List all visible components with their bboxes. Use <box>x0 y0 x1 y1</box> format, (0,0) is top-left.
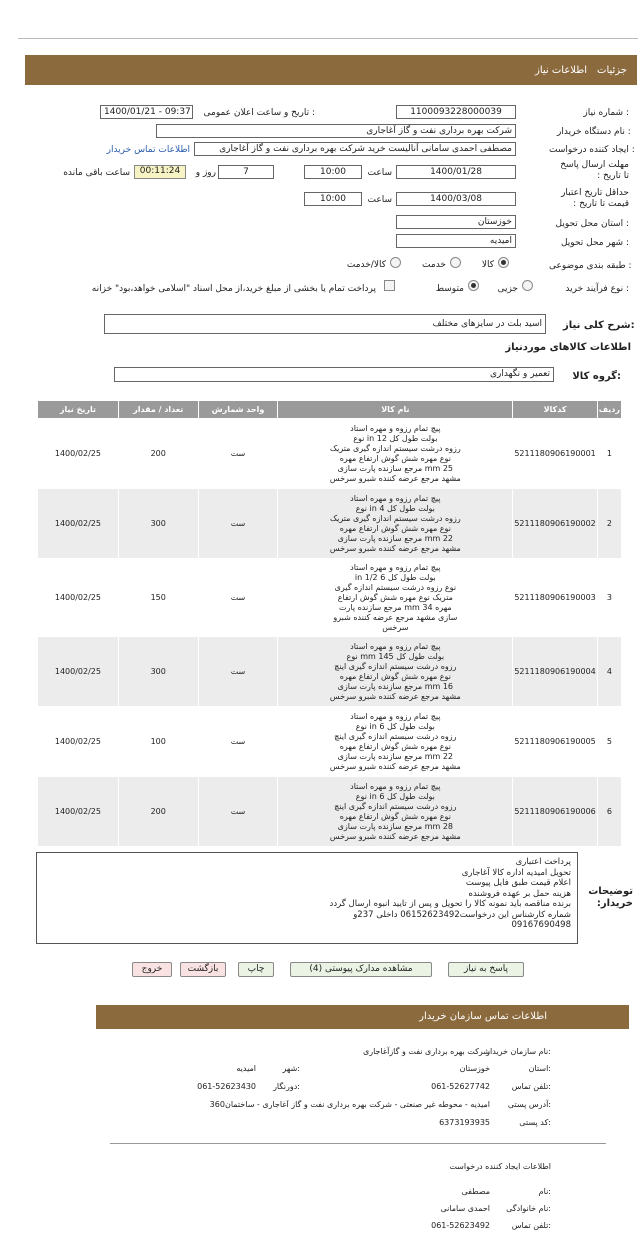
row-date: 1400/02/25 <box>38 419 119 489</box>
city-field: امیدیه <box>396 234 516 248</box>
goods-table-header <box>38 401 622 419</box>
days-field: 7 <box>218 165 274 179</box>
row-code: 5211180906190006 <box>513 777 597 847</box>
row-qty: 300 <box>118 637 198 707</box>
creator-last-name: احمدی سامانی <box>440 1204 490 1213</box>
category-label: طبقه بندی موضوعی : <box>549 261 632 271</box>
row-name: پیچ تمام رزوه و مهره استاد بولت طول کل 12 in نوع رزوه درشت سیستم اندازه گیری متریک نوع مهره شش گوش ارتفاع مهره 25 mm مرجع سازنده پارت سازی مشهد مرجع عرضه کننده شبرو سرخس <box>278 419 513 489</box>
col-date: تاریخ نیاز <box>38 401 119 419</box>
row-date: 1400/02/25 <box>38 637 119 707</box>
row-name: پیچ تمام رزوه و مهره استاد بولت طول کل 6 in نوع رزوه درشت سیستم اندازه گیری اینچ نوع مهره شش گوش ارتفاع مهره 22 mm مرجع سازنده پارت سازی مشهد مرجع عرضه کننده شبرو سرخس <box>278 707 513 777</box>
announce-field: 1400/01/21 - 09:37 <box>100 105 193 119</box>
need-number-field: 1100093228000039 <box>396 105 516 119</box>
treasury-checkbox[interactable] <box>384 280 395 291</box>
note-line: اعلام قیمت طبق فایل پیوست <box>465 878 571 888</box>
contact-buyer-name: شرکت بهره برداری نفت و گازآغاجاری <box>362 1047 490 1056</box>
contact-section-header <box>96 1005 629 1029</box>
city-label: شهر محل تحویل : <box>560 238 629 248</box>
group-field: تعمیر و نگهداری <box>114 367 554 382</box>
process-medium-radio[interactable] <box>468 280 479 291</box>
contact-fax-label: دورنگار: <box>273 1082 300 1091</box>
print-button[interactable]: چاپ <box>238 962 274 977</box>
contact-buyer-name-label: نام سازمان خریدار: <box>486 1047 551 1056</box>
row-date: 1400/02/25 <box>38 489 119 559</box>
validity-time-label: ساعت <box>367 195 392 205</box>
table-row[interactable] <box>38 489 622 559</box>
note-line: تحویل امیدیه اداره کالا آغاجاری <box>461 867 571 878</box>
category-goods-radio[interactable] <box>498 257 509 268</box>
creator-first-name: مصطفی <box>461 1187 490 1196</box>
requester-field: مصطفی احمدی سامانی آنالیست خرید شرکت بهره برداری نفت و گاز آغاجاری <box>194 142 516 156</box>
row-name: پیچ تمام رزوه و مهره استاد بولت طول کل 145 mm نوع رزوه درشت سیستم اندازه گیری اینچ نوع مهره شش گوش ارتفاع مهره 16 mm مرجع سازنده پارت سازی مشهد مرجع عرضه کننده شبرو سرخس <box>278 637 513 707</box>
row-code: 5211180906190005 <box>513 707 597 777</box>
goods-table <box>37 400 622 847</box>
row-name: پیچ تمام رزوه و مهره استاد بولت طول کل 6 in نوع رزوه درشت سیستم اندازه گیری اینچ نوع مهره شش گوش ارتفاع مهره 28 mm مرجع سازنده پارت سازی مشهد مرجع عرضه کننده شبرو سرخس <box>278 777 513 847</box>
table-row[interactable] <box>38 559 622 637</box>
top-divider <box>18 38 638 39</box>
need-number-label: شماره نیاز : <box>583 108 629 118</box>
contact-address: امیدیه - محوطه غیر صنعتی - شرکت بهره برداری نفت و گاز آغاجاری - ساختمان360 <box>209 1100 490 1109</box>
buyer-org-label: نام دستگاه خریدار : <box>557 127 631 137</box>
deadline-date-field: 1400/01/28 <box>396 165 516 179</box>
exit-button[interactable]: خروج <box>132 962 172 977</box>
contact-phone: 061-52627742 <box>431 1082 490 1091</box>
row-name: پیچ تمام رزوه و مهره استاد بولت طول کل 6 in 1/2 نوع رزوه درشت سیستم اندازه گیری متریک نوع مهره شش گوش ارتفاع مهره 34 mm مرجع سازنده پارت سازی مشهد مرجع عرضه کننده شبرو سرخس <box>278 559 513 637</box>
row-idx: 1 <box>597 419 621 489</box>
col-name: نام کالا <box>278 401 513 419</box>
summary-label: شرح کلی نیاز: <box>563 320 635 331</box>
row-date: 1400/02/25 <box>38 559 119 637</box>
creator-phone: 061-52623492 <box>431 1221 490 1230</box>
contact-fax: 061-52623430 <box>197 1082 256 1091</box>
days-label: روز و <box>195 168 216 178</box>
col-qty: تعداد / مقدار <box>118 401 198 419</box>
row-qty: 100 <box>118 707 198 777</box>
contact-province: خوزستان <box>459 1064 490 1073</box>
contact-address-label: آدرس پستی: <box>507 1100 551 1109</box>
row-qty: 200 <box>118 419 198 489</box>
summary-field: اسید بلت در سایزهای مختلف <box>104 314 546 334</box>
goods-section-title: اطلاعات کالاهای موردنیاز <box>505 342 631 353</box>
group-label: گروه کالا: <box>572 371 621 382</box>
reply-button[interactable]: پاسخ به نیاز <box>448 962 524 977</box>
row-unit: ست <box>198 777 278 847</box>
col-unit: واحد شمارش <box>198 401 278 419</box>
process-partial-radio[interactable] <box>522 280 533 291</box>
row-code: 5211180906190002 <box>513 489 597 559</box>
process-label: نوع فرآیند خرید : <box>565 284 629 294</box>
requester-label: ایجاد کننده درخواست : <box>549 145 635 155</box>
row-qty: 200 <box>118 777 198 847</box>
note-line: شماره کارشناس این درخواست06152623492 داخلی 237و <box>353 909 571 920</box>
row-idx: 2 <box>597 489 621 559</box>
tab-details[interactable]: جزئیات <box>597 65 627 76</box>
contact-city: امیدیه <box>236 1064 256 1073</box>
creator-phone-label: تلفن تماس: <box>511 1221 551 1230</box>
table-row[interactable] <box>38 777 622 847</box>
header-bar <box>25 55 637 85</box>
row-idx: 3 <box>597 559 621 637</box>
note-line: 09167690498 <box>511 920 571 930</box>
tab-need-info[interactable]: اطلاعات نیاز <box>535 65 587 76</box>
validity-date-field: 1400/03/08 <box>396 192 516 206</box>
category-service-label: خدمت <box>422 260 446 270</box>
row-idx: 5 <box>597 707 621 777</box>
contact-city-label: شهر: <box>282 1064 300 1073</box>
category-goods-service-label: کالا/خدمت <box>346 260 386 270</box>
note-line: پرداخت اعتباری <box>515 857 571 867</box>
province-label: استان محل تحویل : <box>555 219 629 229</box>
table-row[interactable] <box>38 707 622 777</box>
row-date: 1400/02/25 <box>38 777 119 847</box>
process-medium-label: متوسط <box>435 284 464 294</box>
contact-postal: 6373193935 <box>439 1118 490 1127</box>
category-service-radio[interactable] <box>450 257 461 268</box>
announce-label: تاریخ و ساعت اعلان عمومی : <box>203 108 315 118</box>
validity-time-field: 10:00 <box>304 192 362 206</box>
contact-province-label: استان: <box>528 1064 551 1073</box>
treasury-note: پرداخت تمام یا بخشی از مبلغ خرید،از محل اسناد "اسلامی خواهد،بود" خزانه <box>91 284 376 294</box>
buyer-notes-label: توضیحات خریدار: <box>588 886 633 909</box>
row-code: 5211180906190004 <box>513 637 597 707</box>
table-row[interactable] <box>38 419 622 489</box>
table-row[interactable] <box>38 637 622 707</box>
buyer-org-field: شرکت بهره برداری نفت و گاز آغاجاری <box>156 124 516 138</box>
contact-postal-label: کد پستی: <box>519 1118 551 1127</box>
remaining-timer: 00:11:24 <box>134 165 186 179</box>
buyer-notes-box <box>36 852 578 944</box>
row-unit: ست <box>198 419 278 489</box>
row-unit: ست <box>198 559 278 637</box>
row-name: پیچ تمام رزوه و مهره استاد بولت طول کل 4 in نوع رزوه درشت سیستم اندازه گیری متریک نوع مهره شش گوش ارتفاع مهره 22 mm مرجع سازنده پارت سازی مشهد مرجع عرضه کننده شبرو سرخس <box>278 489 513 559</box>
contact-phone-label: تلفن تماس: <box>511 1082 551 1091</box>
row-date: 1400/02/25 <box>38 707 119 777</box>
back-button[interactable]: بازگشت <box>180 962 226 977</box>
col-code: کدکالا <box>513 401 597 419</box>
creator-first-name-label: نام: <box>538 1187 551 1196</box>
row-unit: ست <box>198 637 278 707</box>
row-unit: ست <box>198 489 278 559</box>
category-goods-service-radio[interactable] <box>390 257 401 268</box>
province-field: خوزستان <box>396 215 516 229</box>
contact-divider <box>110 1143 606 1144</box>
note-line: هزینه حمل بر عهده فروشنده <box>468 888 571 899</box>
attachments-button[interactable]: مشاهده مدارک پیوستی (4) <box>290 962 432 977</box>
row-unit: ست <box>198 707 278 777</box>
note-line: برنده مناقصه باید نمونه کالا را تحویل و پس از تایید انبوه ارسال گردد <box>329 899 571 909</box>
row-qty: 300 <box>118 489 198 559</box>
creator-section-title: اطلاعات ایجاد کننده درخواست <box>449 1162 551 1171</box>
process-partial-label: جزیی <box>497 284 518 294</box>
row-code: 5211180906190003 <box>513 559 597 637</box>
deadline-label: مهلت ارسال پاسخ تا تاریخ : <box>560 160 629 181</box>
col-idx: ردیف <box>597 401 621 419</box>
validity-label: حداقل تاریخ اعتبار قیمت تا تاریخ : <box>561 188 629 209</box>
deadline-time-label: ساعت <box>367 168 392 178</box>
row-idx: 6 <box>597 777 621 847</box>
contact-section-title: اطلاعات تماس سازمان خریدار <box>419 1011 547 1022</box>
remaining-label: ساعت باقی مانده <box>63 168 130 178</box>
row-code: 5211180906190001 <box>513 419 597 489</box>
row-qty: 150 <box>118 559 198 637</box>
category-goods-label: کالا <box>481 260 494 270</box>
deadline-time-field: 10:00 <box>304 165 362 179</box>
buyer-contact-link[interactable]: اطلاعات تماس خریدار <box>106 145 190 155</box>
creator-last-name-label: نام خانوادگی: <box>506 1204 551 1213</box>
row-idx: 4 <box>597 637 621 707</box>
